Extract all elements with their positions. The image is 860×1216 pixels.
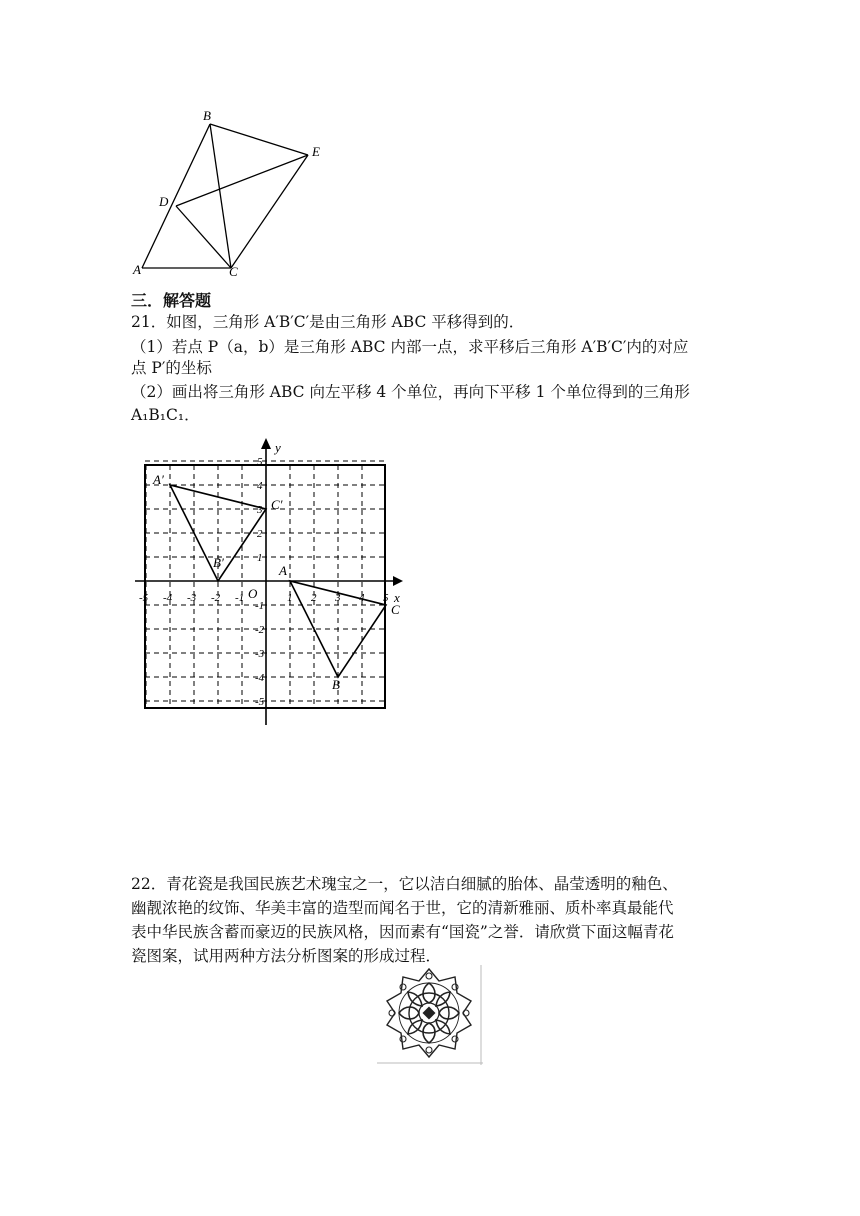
x-tick-label: 3 <box>335 592 341 604</box>
point-label-c: C <box>391 602 400 617</box>
y-tick-label: 5 <box>257 456 263 468</box>
x-tick-label: -2 <box>211 592 221 604</box>
label-C: C <box>229 264 238 279</box>
label-E: E <box>312 144 320 159</box>
q21-line-4: （2）画出将三角形 ABC 向左平移 4 个单位，再向下平移 1 个单位得到的三角形 <box>131 383 690 401</box>
y-tick-label: -3 <box>255 648 265 660</box>
graph-frame <box>145 465 385 708</box>
q22-line-1: 22．青花瓷是我国民族艺术瑰宝之一，它以洁白细腻的胎体、晶莹透明的釉色、 <box>131 875 678 893</box>
point-label-b: B <box>332 677 340 692</box>
q21-line-3: 点 P′的坐标 <box>131 359 212 377</box>
y-axis-arrow <box>261 438 271 449</box>
label-D: D <box>159 194 169 209</box>
y-tick-label: -4 <box>255 672 265 684</box>
point-label-c-prime: C′ <box>271 497 283 512</box>
grid-lines <box>145 461 385 708</box>
q22-line-4: 瓷图案，试用两种方法分析图案的形成过程． <box>131 947 442 965</box>
y-tick-label: -5 <box>255 696 265 708</box>
porcelain-pattern-image <box>377 965 483 1065</box>
q21-line-5: A₁B₁C₁． <box>131 406 200 424</box>
y-tick-label: 3 <box>257 504 263 516</box>
q21-line-1: 21．如图，三角形 A′B′C′是由三角形 ABC 平移得到的． <box>131 313 525 331</box>
label-B: B <box>203 108 211 123</box>
x-tick-label: 5 <box>383 592 389 604</box>
x-tick-label: -4 <box>163 592 173 604</box>
q22-line-2: 幽靓浓艳的纹饰、华美丰富的造型而闻名于世，它的清新雅丽、质朴率真最能代 <box>131 899 674 917</box>
x-tick-label: -3 <box>187 592 197 604</box>
x-tick-label: -1 <box>235 592 245 604</box>
label-A: A <box>133 262 141 277</box>
x-axis-label: x <box>394 590 400 605</box>
y-tick-label: -2 <box>255 624 265 636</box>
x-axis-arrow <box>393 576 403 586</box>
q21-line-2: （1）若点 P（a，b）是三角形 ABC 内部一点，求平移后三角形 A′B′C′内的对应 <box>131 338 689 356</box>
quadrilateral-figure <box>125 100 345 285</box>
y-tick-label: -1 <box>255 600 265 612</box>
q22-line-3: 表中华民族含蓄而豪迈的民族风格，因而素有“国瓷”之誉．请欣赏下面这幅青花 <box>131 923 674 941</box>
point-label-b-prime: B′ <box>213 555 224 570</box>
coordinate-graph <box>120 430 420 740</box>
point-label-a: A <box>279 563 287 578</box>
y-tick-label: 2 <box>257 528 263 540</box>
x-tick-label: -5 <box>139 592 149 604</box>
x-tick-label: 2 <box>311 592 317 604</box>
x-tick-label: 1 <box>287 592 293 604</box>
origin-label: O <box>248 586 258 601</box>
y-tick-label: 4 <box>257 480 263 492</box>
point-label-a-prime: A′ <box>153 472 164 487</box>
y-tick-label: 1 <box>257 552 263 564</box>
section-title: 三．解答题 <box>131 291 212 310</box>
x-tick-label: 4 <box>359 592 365 604</box>
y-axis-label: y <box>275 440 281 455</box>
